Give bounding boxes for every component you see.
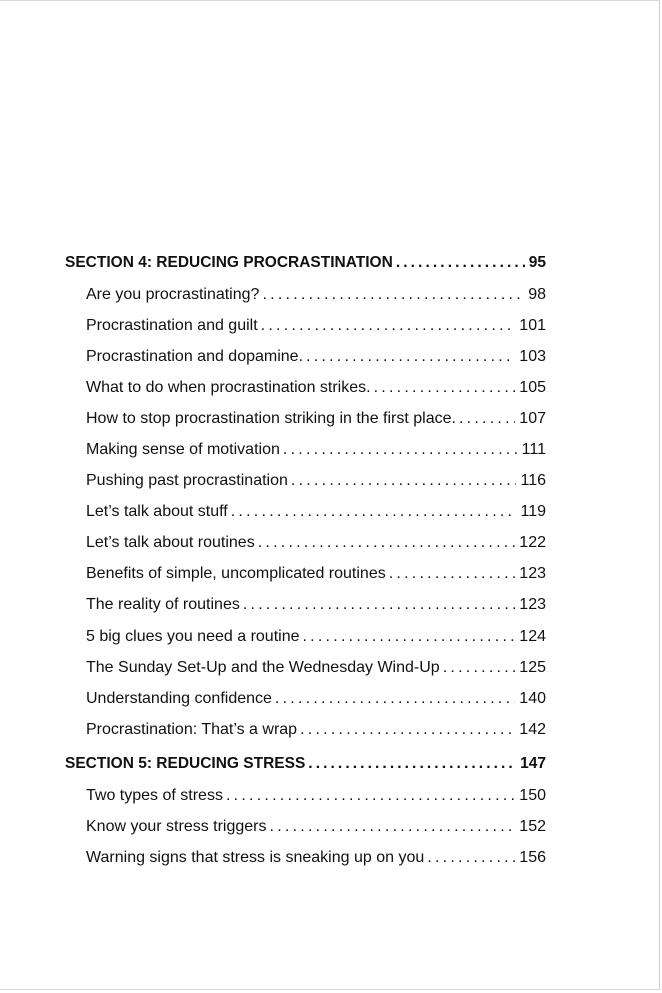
toc-page-number: 95 xyxy=(528,254,546,271)
toc-entry xyxy=(86,378,546,398)
dot-leader xyxy=(396,253,525,273)
toc-entry xyxy=(86,471,546,491)
toc-entry-title: Making sense of motivation xyxy=(86,441,280,458)
toc-page-number: 124 xyxy=(519,628,546,645)
toc-page-number: 150 xyxy=(519,787,546,804)
dot-leader xyxy=(300,720,515,740)
toc-page-number: 142 xyxy=(519,721,546,738)
dot-leader xyxy=(270,817,516,837)
toc-section-title: SECTION 5: REDUCING STRESS xyxy=(65,755,306,772)
toc-page-number: 107 xyxy=(519,410,546,427)
dot-leader xyxy=(427,848,515,868)
dot-leader xyxy=(231,502,517,522)
toc-page-number: 116 xyxy=(520,472,546,489)
toc-entry xyxy=(86,595,546,615)
toc-entry xyxy=(86,502,546,522)
toc-entry-title: The reality of routines xyxy=(86,596,240,613)
toc-entry xyxy=(86,564,546,584)
toc-entry-title: Are you procrastinating? xyxy=(86,286,260,303)
toc-entry-title: Procrastination and guilt xyxy=(86,317,258,334)
toc-page-number: 152 xyxy=(519,818,546,835)
toc-page-number: 123 xyxy=(519,565,546,582)
dot-leader xyxy=(443,658,516,678)
dot-leader xyxy=(308,754,516,774)
toc-entry xyxy=(86,720,546,740)
dot-leader xyxy=(258,533,516,553)
dot-leader xyxy=(389,564,516,584)
toc-page-number: 103 xyxy=(519,348,546,365)
toc-entry-title: How to stop procrastination striking in the first place. xyxy=(86,410,456,427)
dot-leader xyxy=(283,440,518,460)
toc-page-number: 111 xyxy=(521,441,546,458)
dot-leader xyxy=(306,347,515,367)
dot-leader xyxy=(226,786,515,806)
toc-entry-title: Know your stress triggers xyxy=(86,818,267,835)
toc-entry-title: Let’s talk about stuff xyxy=(86,503,228,520)
toc-entry xyxy=(86,285,546,305)
toc-page-number: 123 xyxy=(519,596,546,613)
toc-page-number: 125 xyxy=(519,659,546,676)
toc-entry-title: Understanding confidence xyxy=(86,690,272,707)
toc-entry xyxy=(86,316,546,336)
toc-page-number: 140 xyxy=(519,690,546,707)
toc-entry xyxy=(86,848,546,868)
dot-leader xyxy=(374,378,516,398)
toc-page-number: 147 xyxy=(520,755,546,772)
toc-entry-title: Warning signs that stress is sneaking up on you xyxy=(86,849,425,866)
toc-entry xyxy=(86,817,546,837)
toc-entry-title: What to do when procrastination strikes. xyxy=(86,379,371,396)
toc-entry xyxy=(86,409,546,429)
toc-entry-title: Let’s talk about routines xyxy=(86,534,255,551)
toc-section-title: SECTION 4: REDUCING PROCRASTINATION xyxy=(65,254,393,271)
toc-entry-title: The Sunday Set-Up and the Wednesday Wind-Up xyxy=(86,659,440,676)
toc-section-heading xyxy=(65,253,546,273)
toc-entry-title: Procrastination: That’s a wrap xyxy=(86,721,298,738)
toc-entry xyxy=(86,533,546,553)
toc-page-number: 98 xyxy=(528,286,546,303)
dot-leader xyxy=(275,689,515,709)
toc-page-number: 105 xyxy=(519,379,546,396)
toc-entry xyxy=(86,440,546,460)
dot-leader xyxy=(302,627,515,647)
dot-leader xyxy=(459,409,515,429)
dot-leader xyxy=(243,595,515,615)
toc-entry xyxy=(86,689,546,709)
dot-leader xyxy=(262,285,524,305)
toc-entry-title: Two types of stress xyxy=(86,787,223,804)
toc-entry-title: 5 big clues you need a routine xyxy=(86,628,300,645)
toc-entry-title: Pushing past procrastination xyxy=(86,472,288,489)
toc-entry-title: Procrastination and dopamine. xyxy=(86,348,304,365)
toc-page-number: 119 xyxy=(520,503,546,520)
dot-leader xyxy=(261,316,516,336)
toc-entry xyxy=(86,658,546,678)
toc-section-heading xyxy=(65,754,546,774)
dot-leader xyxy=(291,471,517,491)
toc-page-number: 101 xyxy=(519,317,546,334)
toc-entry xyxy=(86,347,546,367)
toc-entry xyxy=(86,786,546,806)
toc-page-number: 122 xyxy=(519,534,546,551)
toc-entry-title: Benefits of simple, uncomplicated routines xyxy=(86,565,386,582)
toc-page-number: 156 xyxy=(519,849,546,866)
toc-entry xyxy=(86,627,546,647)
